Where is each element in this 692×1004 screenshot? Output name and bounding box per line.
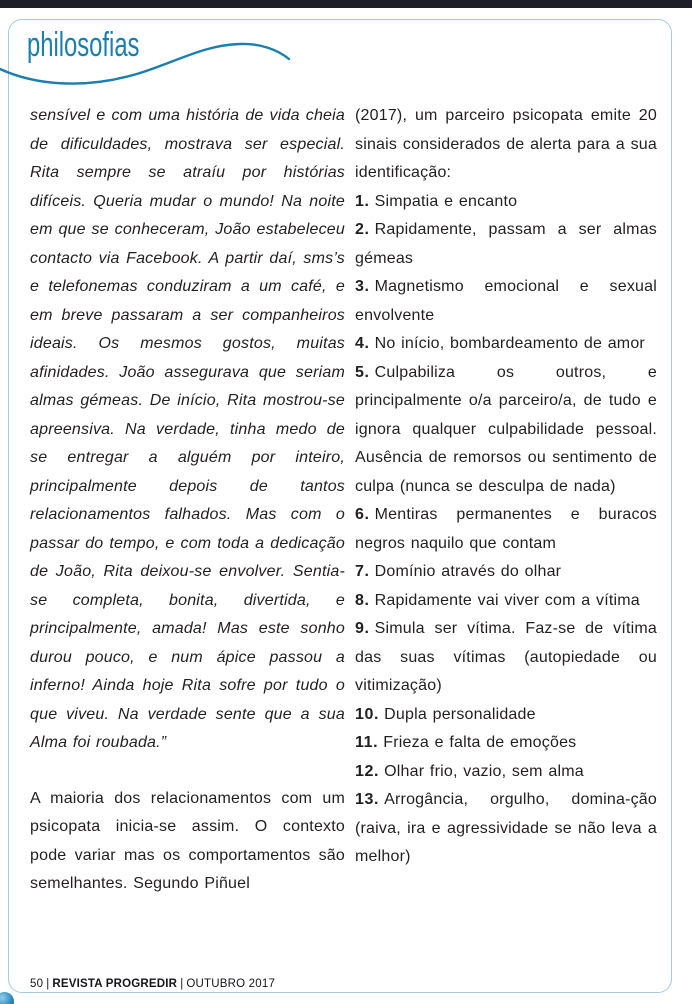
signal-item-2 xyxy=(355,216,657,273)
signal-item-1 xyxy=(355,188,657,217)
magazine-name: REVISTA PROGREDIR xyxy=(52,978,178,990)
issue-date: OUTUBRO 2017 xyxy=(186,978,276,990)
left-column xyxy=(30,102,345,899)
signal-text: Simula ser vítima. Faz-se de vítima das suas vítimas (autopiedade ou vitimização) xyxy=(355,620,657,694)
signal-number: 3. xyxy=(355,278,370,295)
signal-text: Rapidamente vai viver com a vítima xyxy=(374,591,640,609)
signal-text: Magnetismo emocional e sexual envolvente xyxy=(355,278,657,324)
blue-sphere-icon xyxy=(0,992,14,1004)
signal-item-6 xyxy=(355,501,657,558)
signal-text: Frieza e falta de emoções xyxy=(383,734,577,751)
signal-item-13 xyxy=(355,786,657,872)
signal-text: Arrogância, orgulho, domina-ção (raiva, ira e agressividade se não leva a melhor) xyxy=(355,791,657,865)
article-body xyxy=(30,102,657,899)
signal-text: Mentiras permanentes e buracos negros naquilo que contam xyxy=(355,506,657,552)
signal-number: 7. xyxy=(355,563,370,580)
signal-item-12 xyxy=(355,758,657,787)
signal-number: 11. xyxy=(355,734,379,751)
body-paragraph: A maioria dos relacionamentos com um psicopata inicia-se assim. O contexto pode variar mas os comportamentos são semelhantes. Segundo Piñuel xyxy=(30,789,345,892)
signal-text: Simpatia e encanto xyxy=(374,192,518,210)
signal-number: 9. xyxy=(355,620,370,637)
footer-separator: | xyxy=(46,978,50,990)
signal-text: No início, bombardeamento de amor xyxy=(374,335,645,352)
signal-text: Rapidamente, passam a ser almas gémeas xyxy=(355,221,657,267)
signal-number: 5. xyxy=(355,363,370,381)
signal-text: Olhar frio, vazio, sem alma xyxy=(384,762,584,780)
signal-item-8 xyxy=(355,587,657,616)
wave-decoration-icon xyxy=(0,40,295,94)
signal-item-10 xyxy=(355,701,657,730)
top-bar xyxy=(0,0,692,8)
signal-item-7 xyxy=(355,558,657,587)
signal-item-3 xyxy=(355,273,657,330)
signal-item-5 xyxy=(355,359,657,502)
signal-item-11 xyxy=(355,729,657,758)
right-column xyxy=(355,102,657,899)
signal-number: 10. xyxy=(355,705,380,723)
signal-text: Domínio através do olhar xyxy=(374,563,562,580)
section-title: philosofias xyxy=(27,26,140,64)
testimonial-quote: sensível e com uma história de vida cheia de dificuldades, mostrava ser especial. Rita sempre se atraíu por histórias difíceis. Queria mudar o mundo! Na noite em que se conheceram, João estabeleceu contacto via Facebook. A partir daí, sms’s e telefonemas conduziram a um café, e em breve passaram a ser companheiros ideais. Os mesmos gostos, muitas afinidades. João assegurava que seriam almas gémeas. De início, Rita mostrou-se apreensiva. Na verdade, tinha medo de se entregar a alguém por inteiro, principalmente depois de tantos relacionamentos falhados. Mas com o passar do tempo, e com toda a dedicação de João, Rita deixou-se envolver. Sentia-se completa, bonita, divertida, e principalmente, amada! Mas este sonho durou pouco, e num ápice passou a inferno! Ainda hoje Rita sofre por tudo o que viveu. Na verdade sente que a sua Alma foi roubada.” xyxy=(30,107,345,751)
signal-item-4 xyxy=(355,330,657,359)
signal-number: 13. xyxy=(355,791,380,808)
signal-number: 12. xyxy=(355,762,380,780)
footer-separator: | xyxy=(180,978,184,990)
signal-number: 8. xyxy=(355,591,370,609)
signal-number: 6. xyxy=(355,506,370,523)
signal-number: 2. xyxy=(355,221,370,238)
page-footer xyxy=(30,978,275,990)
signal-text: Dupla personalidade xyxy=(384,705,536,723)
signal-text: Culpabiliza os outros, e principalmente o/a parceiro/a, de tudo e ignora qualquer culpabilidade pessoal. Ausência de remorsos ou sentimento de culpa (nunca se desculpa de nada) xyxy=(355,363,657,495)
signal-number: 4. xyxy=(355,335,370,352)
intro-paragraph: (2017), um parceiro psicopata emite 20 sinais considerados de alerta para a sua identificação: xyxy=(355,107,657,181)
signal-number: 1. xyxy=(355,192,370,210)
signal-item-9 xyxy=(355,615,657,701)
page-number: 50 xyxy=(30,978,44,990)
